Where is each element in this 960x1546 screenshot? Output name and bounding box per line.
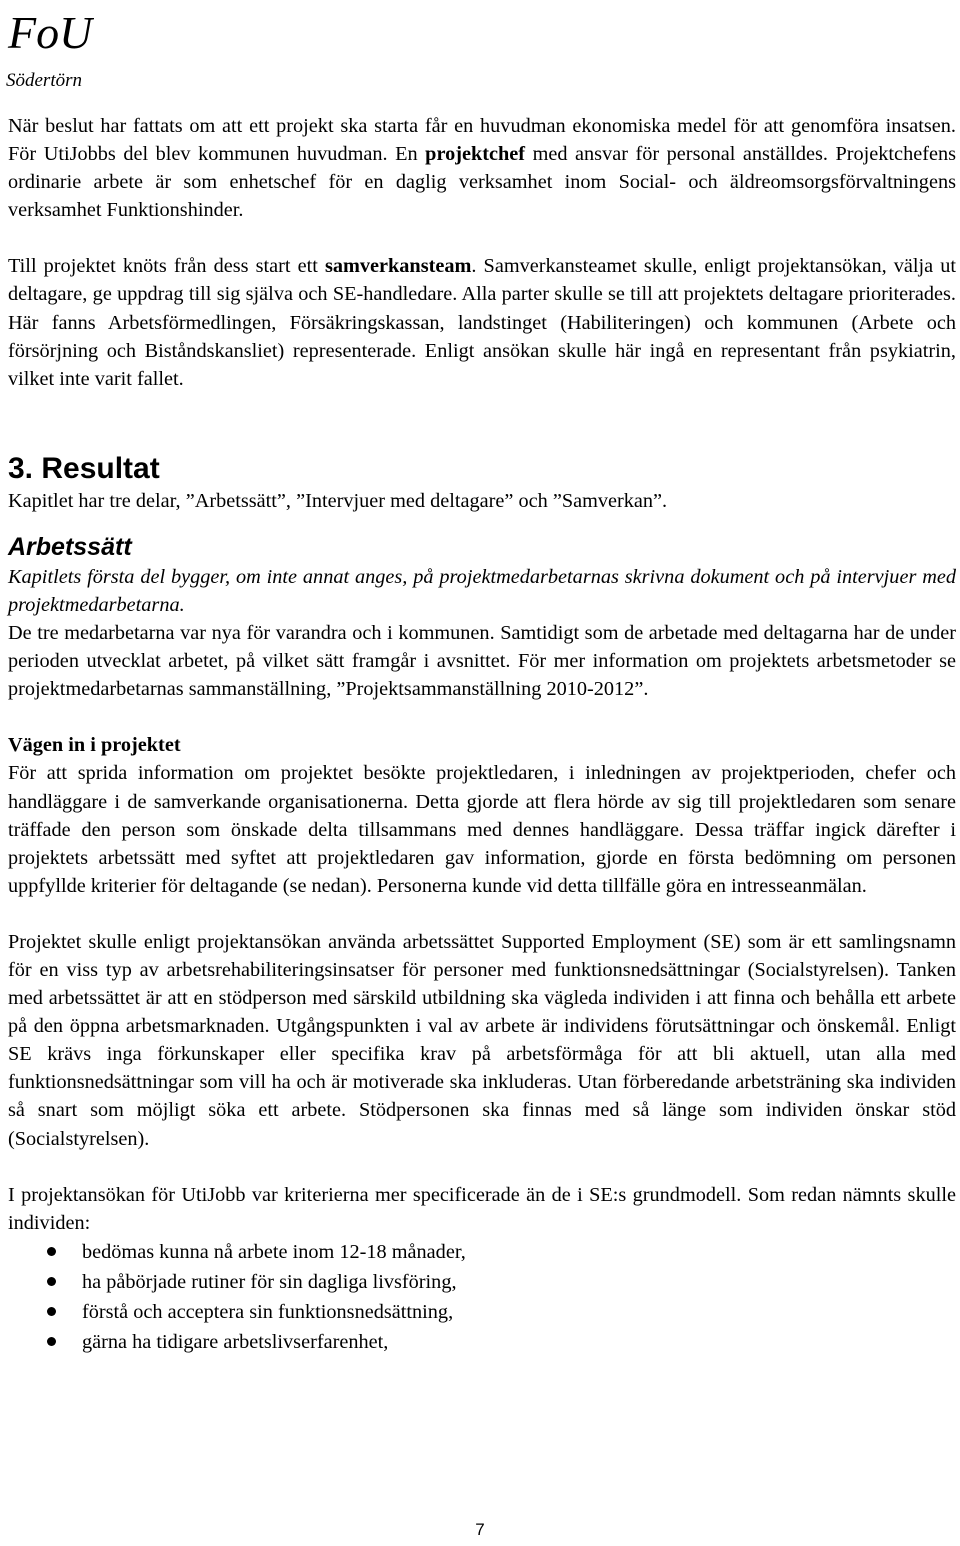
logo-graphic (4, 2, 94, 92)
list-item: bedömas kunna nå arbete inom 12-18 månader, (8, 1237, 956, 1267)
paragraph-vagen-in: För att sprida information om projektet besökte projektledaren, i inledningen av projektperioden, chefer och handläggare i de samverkande organisationerna. Detta gjorde att flera hörde av sig till projektledaren som senare träffade den person som önskade delta tillsammans med dennes handläggare. Dessa träffar ingick därefter i projektets arbetssätt med syftet att projektledaren gav information, gjorde en första bedömning om personen uppfyllde kriterier för deltagande (se nedan). Personerna kunde vid detta tillfälle göra en intresseanmälan. (8, 762, 956, 897)
paragraph-text: Till projektet knöts från dess start ett (8, 255, 325, 278)
page-number: 7 (475, 1520, 485, 1539)
heading-resultat: 3. Resultat (8, 451, 160, 485)
heading-vagen-in: Vägen in i projektet (8, 734, 181, 757)
bullet-icon (47, 1247, 56, 1256)
list-item: gärna ha tidigare arbetslivserfarenhet, (8, 1327, 956, 1357)
paragraph-samverkansteam (8, 252, 956, 392)
paragraph-huvudman (8, 112, 956, 224)
fou-sodertorn-logo (4, 2, 94, 92)
logo-sodertorn-text: Södertörn (6, 70, 82, 91)
paragraph-supported-employment: Projektet skulle enligt projektansökan använda arbetssättet Supported Employment (SE) som är ett samlingsnamn för en viss typ av arbetsrehabiliteringsinsatser för personer med funktionsnedsättningar (Socialstyrelsen). Tanken med arbetssättet är att en stödperson med särskild utbildning ska vägleda individen i att finna och behålla ett arbete på den öppna arbetsmarknaden. Utgångspunkten i val av arbete är individens förutsättningar och önskemål. Enligt SE krävs inga förkunskaper eller specifika krav på arbetsförmåga för att bli aktuell, utan alla med funktionsnedsättningar som vill ha och är motiverade ska inkluderas. Utan förberedande arbetsträning ska individen så snart som möjligt söka ett arbete. Stödpersonen ska finnas med så länge som individen önskar stöd (Socialstyrelsen). (8, 930, 956, 1150)
list-item: förstå och acceptera sin funktionsnedsättning, (8, 1297, 956, 1327)
bullet-icon (47, 1337, 56, 1346)
heading-arbetssatt: Arbetssätt (8, 532, 132, 561)
paragraph-chapter-intro: Kapitlet har tre delar, ”Arbetssätt”, ”Intervjuer med deltagare” och ”Samverkan”. (8, 489, 668, 512)
paragraph-source-note: Kapitlets första del bygger, om inte annat anges, på projektmedarbetarnas skrivna dokument och på intervjuer med projektmedarbetarna. (8, 565, 956, 617)
paragraph-medarbetare: De tre medarbetarna var nya för varandra och i kommunen. Samtidigt som de arbetade med deltagarna har de under perioden utvecklat arbetet, på vilket sätt framgår i avsnittet. För mer information om projektets arbetsmetoder se projektmedarbetarnas sammanställning, ”Projektsammanställning 2010-2012”. (8, 622, 956, 701)
document-body (8, 112, 956, 1357)
bullet-icon (47, 1307, 56, 1316)
bold-term-projektchef: projektchef (425, 143, 526, 166)
paragraph-text: När beslut har fattats om att ett projekt ska starta får en huvudman ekonomiska medel för att genomföra insatsen. För UtiJobbs del blev kommunen huvudman. En (8, 115, 956, 166)
bullet-icon (47, 1277, 56, 1286)
logo-fou-text: FoU (8, 7, 93, 58)
criteria-list (8, 1237, 956, 1357)
paragraph-text: . Samverkansteamet skulle, enligt projektansökan, välja ut deltagare, ge uppdrag till sig själva och SE-handledare. Alla parter skulle se till att projektets deltagare prioriterades. Här fanns Arbetsförmedlingen, Försäkringskassan, landstinget (Habiliteringen) och kommunen (Arbete och försörjning och Biståndskansliet) representerade. Enligt ansökan skulle här ingå en representant från psykiatrin, vilket inte varit fallet. (8, 255, 956, 390)
paragraph-text: med ansvar för personal anställdes. Projektchefens ordinarie arbete är som enhetschef för en daglig verksamhet inom Social- och äldreomsorgsförvaltningens verksamhet Funktionshinder. (8, 143, 956, 222)
bold-term-samverkansteam: samverkansteam (324, 255, 472, 278)
paragraph-kriterier: I projektansökan för UtiJobb var kriterierna mer specificerade än de i SE:s grundmodell. Som redan nämnts skulle individen: (8, 1183, 956, 1234)
list-item: ha påbörjade rutiner för sin dagliga livsföring, (8, 1267, 956, 1297)
